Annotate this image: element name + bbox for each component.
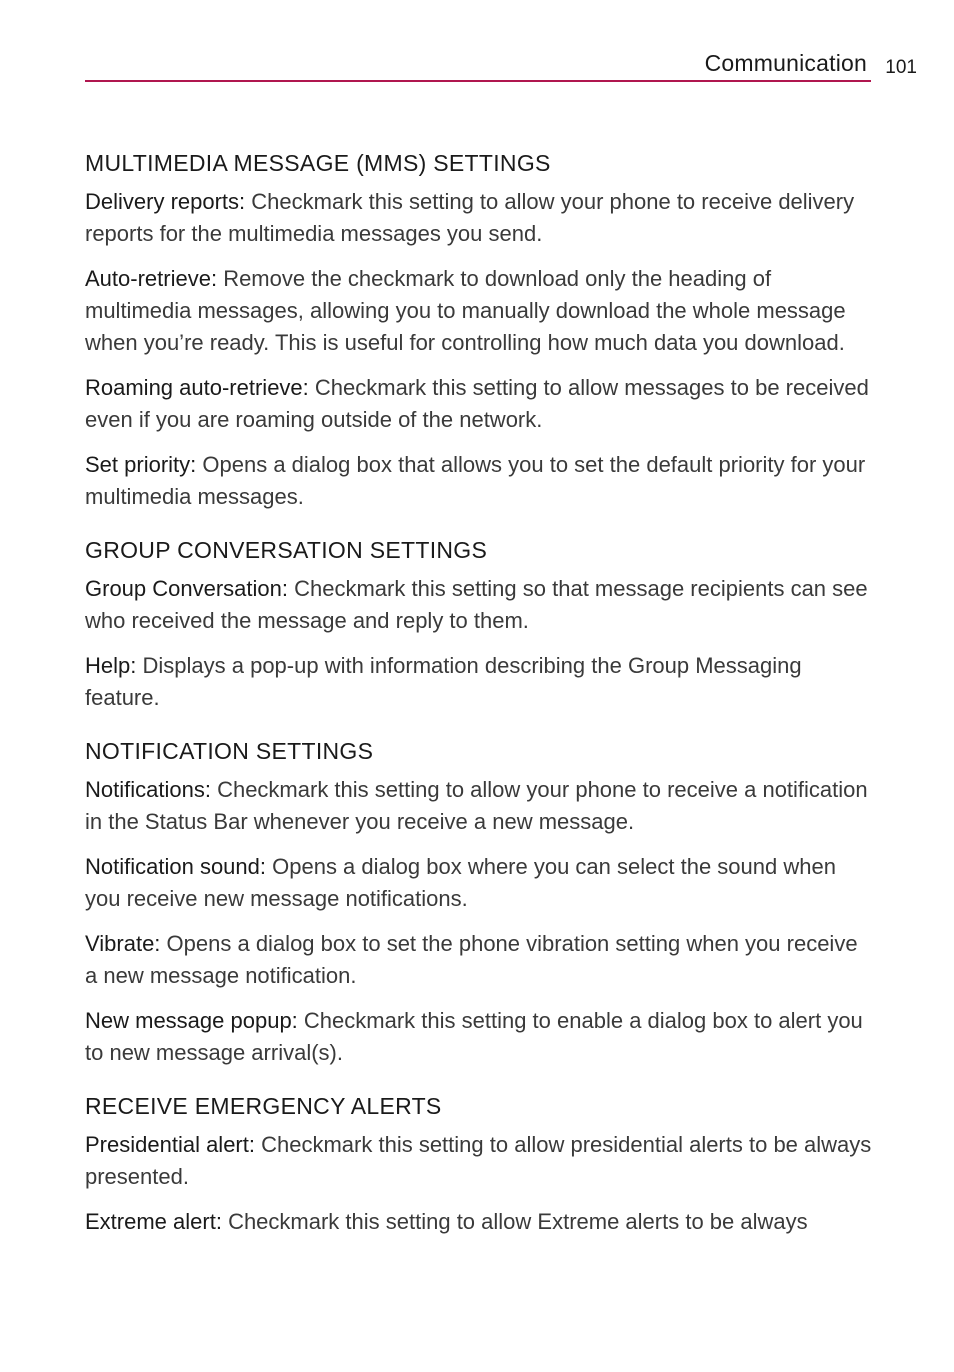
setting-label: Group Conversation: <box>85 576 288 601</box>
setting-label: Auto-retrieve: <box>85 266 218 291</box>
setting-description: Opens a dialog box to set the phone vibration setting when you receive a new message notification. <box>85 931 858 988</box>
chapter-title: Communication <box>704 50 867 76</box>
setting-description: Checkmark this setting to enable a dialog box to alert you to new message arrival(s). <box>85 1008 863 1065</box>
setting-description: Opens a dialog box where you can select the sound when you receive new message notifications. <box>85 854 836 911</box>
header-rule <box>85 80 871 82</box>
setting-label: Set priority: <box>85 452 197 477</box>
section-heading: NOTIFICATION SETTINGS <box>85 738 374 764</box>
setting-vibrate <box>85 928 875 992</box>
setting-set-priority <box>85 449 875 513</box>
setting-presidential-alert <box>85 1129 875 1193</box>
setting-label: Notification sound: <box>85 854 266 879</box>
setting-new-message-popup <box>85 1005 875 1069</box>
setting-auto-retrieve <box>85 263 875 359</box>
setting-help <box>85 650 875 714</box>
setting-roaming-auto-retrieve <box>85 372 875 436</box>
setting-notification-sound <box>85 851 875 915</box>
setting-description: Checkmark this setting to allow presidential alerts to be always presented. <box>85 1132 872 1189</box>
setting-delivery-reports <box>85 186 875 250</box>
section-mms-settings <box>85 148 875 513</box>
setting-label: Delivery reports: <box>85 189 246 214</box>
setting-label: Presidential alert: <box>85 1132 255 1157</box>
section-heading: MULTIMEDIA MESSAGE (MMS) SETTINGS <box>85 150 551 176</box>
setting-description: Checkmark this setting to allow messages to be received even if you are roaming outside of the network. <box>85 375 869 432</box>
setting-label: Help: <box>85 653 137 678</box>
setting-label: Extreme alert: <box>85 1209 222 1234</box>
setting-label: Vibrate: <box>85 931 161 956</box>
setting-label: Notifications: <box>85 777 211 802</box>
section-notification-settings <box>85 736 875 1069</box>
page-content <box>85 148 875 1260</box>
page-number: 101 <box>885 57 917 78</box>
section-heading: GROUP CONVERSATION SETTINGS <box>85 537 488 563</box>
setting-description: Remove the checkmark to download only the heading of multimedia messages, allowing you to manually download the whole message when you’re ready. This is useful for controlling how much data you download. <box>85 266 846 355</box>
setting-label: New message popup: <box>85 1008 298 1033</box>
page-header <box>85 48 917 88</box>
setting-description: Opens a dialog box that allows you to set the default priority for your multimedia messages. <box>85 452 866 509</box>
setting-label: Roaming auto-retrieve: <box>85 375 309 400</box>
setting-description: Checkmark this setting to allow Extreme alerts to be always <box>228 1209 808 1234</box>
section-group-conversation-settings <box>85 535 875 714</box>
setting-group-conversation <box>85 573 875 637</box>
setting-description: Checkmark this setting to allow your phone to receive a notification in the Status Bar whenever you receive a new message. <box>85 777 868 834</box>
setting-description: Checkmark this setting so that message recipients can see who received the message and reply to them. <box>85 576 868 633</box>
setting-extreme-alert <box>85 1206 875 1238</box>
setting-description: Checkmark this setting to allow your phone to receive delivery reports for the multimedia messages you send. <box>85 189 855 246</box>
setting-notifications <box>85 774 875 838</box>
setting-description: Displays a pop-up with information describing the Group Messaging feature. <box>85 653 802 710</box>
section-heading: RECEIVE EMERGENCY ALERTS <box>85 1093 442 1119</box>
section-receive-emergency-alerts <box>85 1091 875 1238</box>
